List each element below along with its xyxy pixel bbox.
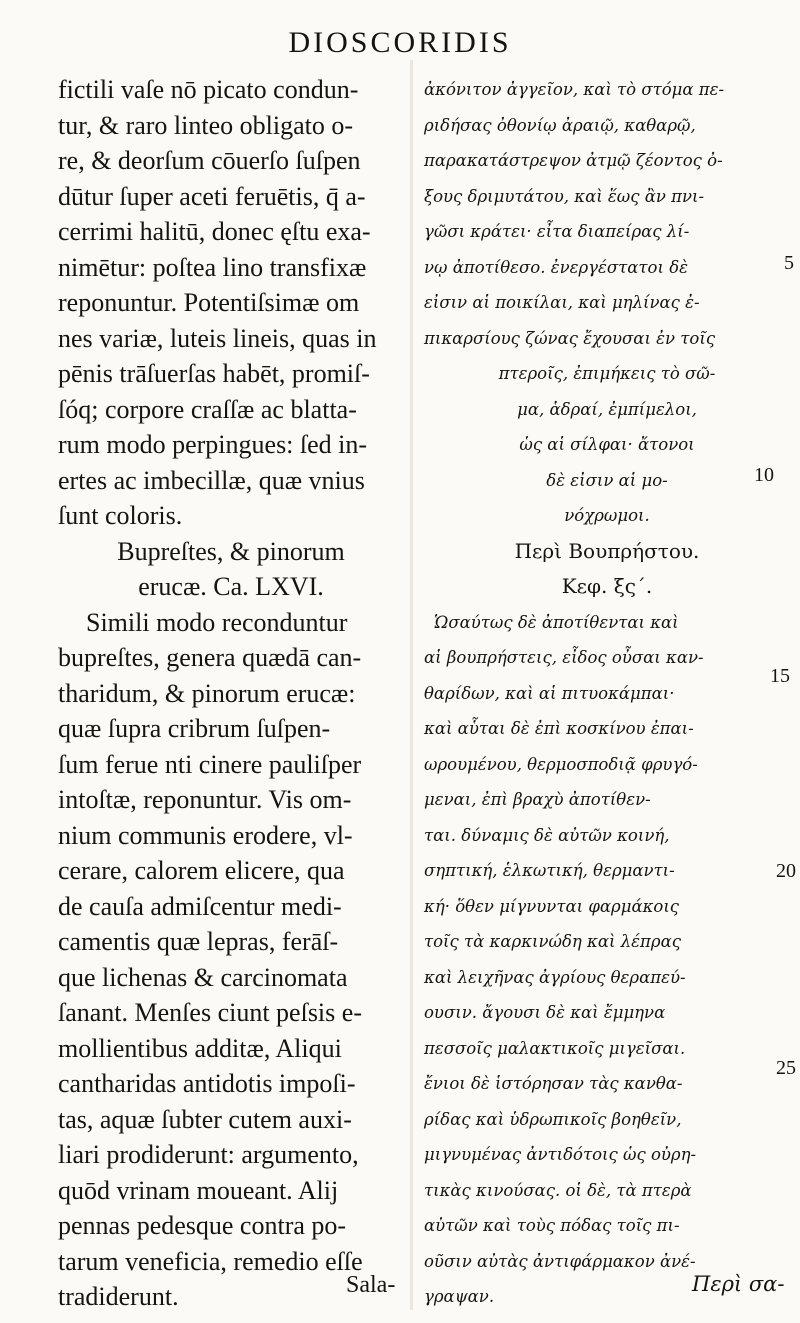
greek-line: αὐτῶν καὶ τοὺς πόδας τοῖς πι- <box>424 1216 680 1235</box>
greek-line: αἱ βουπρήστεις, εἶδος οὖσαι καν- <box>424 648 704 667</box>
latin-line: camentis quæ lepras, ferāſ- <box>58 927 339 956</box>
latin-line: tarum veneficia, remedio eſſe <box>58 1246 363 1276</box>
greek-line: πεσσοῖς μαλακτικοῖς μιγεῖσαι. <box>424 1038 686 1058</box>
line-number-25: 25 <box>776 1057 796 1079</box>
greek-line: μα, ἁδραί, ἐμπίμελοι, <box>517 399 697 419</box>
latin-line: fictili vaſe nō picato condun- <box>58 75 359 104</box>
chapter-number-greek: Κεφ. ξς΄. <box>561 574 653 598</box>
latin-line: nimētur: poſtea lino transfixæ <box>58 252 367 282</box>
latin-line: ſunt coloris. <box>58 501 183 530</box>
latin-line: nium communis erodere, vl- <box>58 820 353 850</box>
line-number-10: 10 <box>754 464 774 486</box>
latin-line: Simili modo reconduntur <box>86 607 348 637</box>
latin-line: pēnis trāſuerſas habēt, promiſ- <box>58 359 370 388</box>
latin-line: reponuntur. Potentiſsimæ om <box>58 288 360 317</box>
greek-line: παρακατάστρεψον ἀτμῷ ζέοντος ὀ- <box>424 151 723 170</box>
line-number-15: 15 <box>770 665 790 687</box>
greek-line: νῳ ἀποτίθεσο. ἐνεργέστατοι δὲ <box>424 257 688 277</box>
greek-line: ριδήσας ὀθονίῳ ἀραιῷ, καθαρῷ, <box>424 115 696 135</box>
greek-line: ωρουμένου, θερμοσποδιᾷ φρυγό- <box>424 754 698 774</box>
greek-line: θαρίδων, καὶ αἱ πιτυοκάμπαι· <box>424 683 675 703</box>
greek-line: ἔνιοι δὲ ἱστόρησαν τὰς κανθα- <box>424 1074 683 1093</box>
greek-line: κή· ὅθεν μίγνυνται φαρμάκοις <box>424 896 680 916</box>
latin-line: quæ ſupra cribrum ſuſpen- <box>58 714 331 743</box>
greek-line: μιγνυμένας ἀντιδότοις ὡς οὐρη- <box>424 1145 697 1164</box>
latin-line: dūtur ſuper aceti feruētis, q̄ a- <box>58 181 366 211</box>
latin-catchword: Sala- <box>346 1272 396 1298</box>
greek-line: δὲ εἰσιν αἱ μο- <box>546 470 668 490</box>
greek-line: γῶσι κράτει· εἶτα διαπείρας λί- <box>424 222 690 241</box>
greek-line: σηπτική, ἑλκωτική, θερμαντι- <box>424 861 675 880</box>
chapter-heading-greek: Περὶ Βουπρήστου. <box>514 538 700 563</box>
latin-line: ſóq; corpore craſſæ ac blatta- <box>58 394 357 424</box>
greek-line: γραψαν. <box>424 1287 495 1306</box>
chapter-number-latin: erucæ. Ca. LXVI. <box>138 572 324 601</box>
greek-line: οῦσιν αὐτὰς ἀντιφάρμακον ἀνέ- <box>424 1251 696 1271</box>
latin-line: re, & deorſum cōuerſo ſuſpen <box>58 146 361 175</box>
latin-line: cantharidas antidotis impoſi- <box>58 1069 356 1098</box>
latin-line: cerrimi halitū, donec ęſtu exa- <box>58 217 371 246</box>
latin-line: tradiderunt. <box>58 1282 179 1311</box>
latin-line: bupreſtes, genera quædā can- <box>58 643 362 672</box>
greek-catchword: Περὶ σα- <box>692 1272 785 1296</box>
greek-column <box>424 72 790 1315</box>
latin-line: tur, & raro linteo obligato o- <box>58 110 354 140</box>
greek-line: ἀκόνιτον ἀγγεῖον, καὶ τὸ στόμα πε- <box>424 80 725 99</box>
latin-column <box>58 72 404 1315</box>
greek-line: νόχρωμοι. <box>564 506 650 525</box>
latin-line: ſum ferue nti cinere pauliſper <box>58 749 362 779</box>
latin-line: tharidum, & pinorum erucæ: <box>58 678 356 708</box>
greek-line: ξους δριμυτάτου, καὶ ἕως ἂν πνι- <box>424 186 705 206</box>
latin-line: cerare, calorem elicere, qua <box>58 856 345 885</box>
greek-line: καὶ λειχῆνας ἀγρίους θεραπεύ- <box>424 967 686 987</box>
greek-line: μεναι, ἐπὶ βραχὺ ἀποτίθεν- <box>424 790 651 809</box>
greek-line: εἰσιν αἱ ποικίλαι, καὶ μηλίνας ἐ- <box>424 293 700 312</box>
greek-line: ὡς αἱ σίλφαι· ἄτονοι <box>519 435 695 454</box>
greek-line: Ὡσαύτως δὲ ἀποτίθενται καὶ <box>434 612 679 632</box>
latin-line: ſanant. Menſes ciunt peſsis e- <box>58 998 362 1027</box>
greek-line: τικὰς κινούσας. οἱ δὲ, τὰ πτερὰ <box>424 1180 692 1200</box>
line-number-20: 20 <box>776 860 796 882</box>
greek-line: πτεροῖς, ἐπιμήκεις τὸ σῶ- <box>498 364 716 383</box>
latin-line: quōd vrinam moueant. Alij <box>58 1175 339 1205</box>
greek-line: ουσιν. ἄγουσι δὲ καὶ ἔμμηνα <box>424 1003 666 1022</box>
latin-line: nes variæ, luteis lineis, quas in <box>58 323 377 353</box>
latin-line: pennas pedesque contra po- <box>58 1211 347 1240</box>
latin-line: liari prodiderunt: argumento, <box>58 1140 359 1169</box>
line-number-5: 5 <box>784 252 794 274</box>
greek-line: πικαρσίους ζώνας ἔχουσαι ἐν τοῖς <box>424 328 716 348</box>
latin-line: mollientibus additæ, Aliqui <box>58 1033 342 1063</box>
greek-line: ρίδας καὶ ὑδρωπικοῖς βοηθεῖν, <box>424 1109 682 1129</box>
latin-line: rum modo perpingues: ſed in- <box>58 430 368 459</box>
greek-line: ται. δύναμις δὲ αὐτῶν κοινή, <box>424 825 670 845</box>
greek-line: καὶ αὗται δὲ ἐπὶ κοσκίνου ἐπαι- <box>424 719 694 738</box>
latin-line: de cauſa admiſcentur medi- <box>58 891 342 921</box>
latin-line: tas, aquæ ſubter cutem auxi- <box>58 1104 352 1134</box>
latin-line: ertes ac imbecillæ, quæ vnius <box>58 465 365 495</box>
column-gutter <box>410 60 413 1310</box>
running-header: DIOSCORIDIS <box>288 26 512 59</box>
greek-line: τοῖς τὰ καρκινώδη καὶ λέπρας <box>424 932 681 951</box>
chapter-heading-latin: Bupreſtes, & pinorum <box>117 536 345 566</box>
latin-line: intoſtæ, reponuntur. Vis om- <box>58 785 352 814</box>
latin-line: que lichenas & carcinomata <box>58 962 348 992</box>
